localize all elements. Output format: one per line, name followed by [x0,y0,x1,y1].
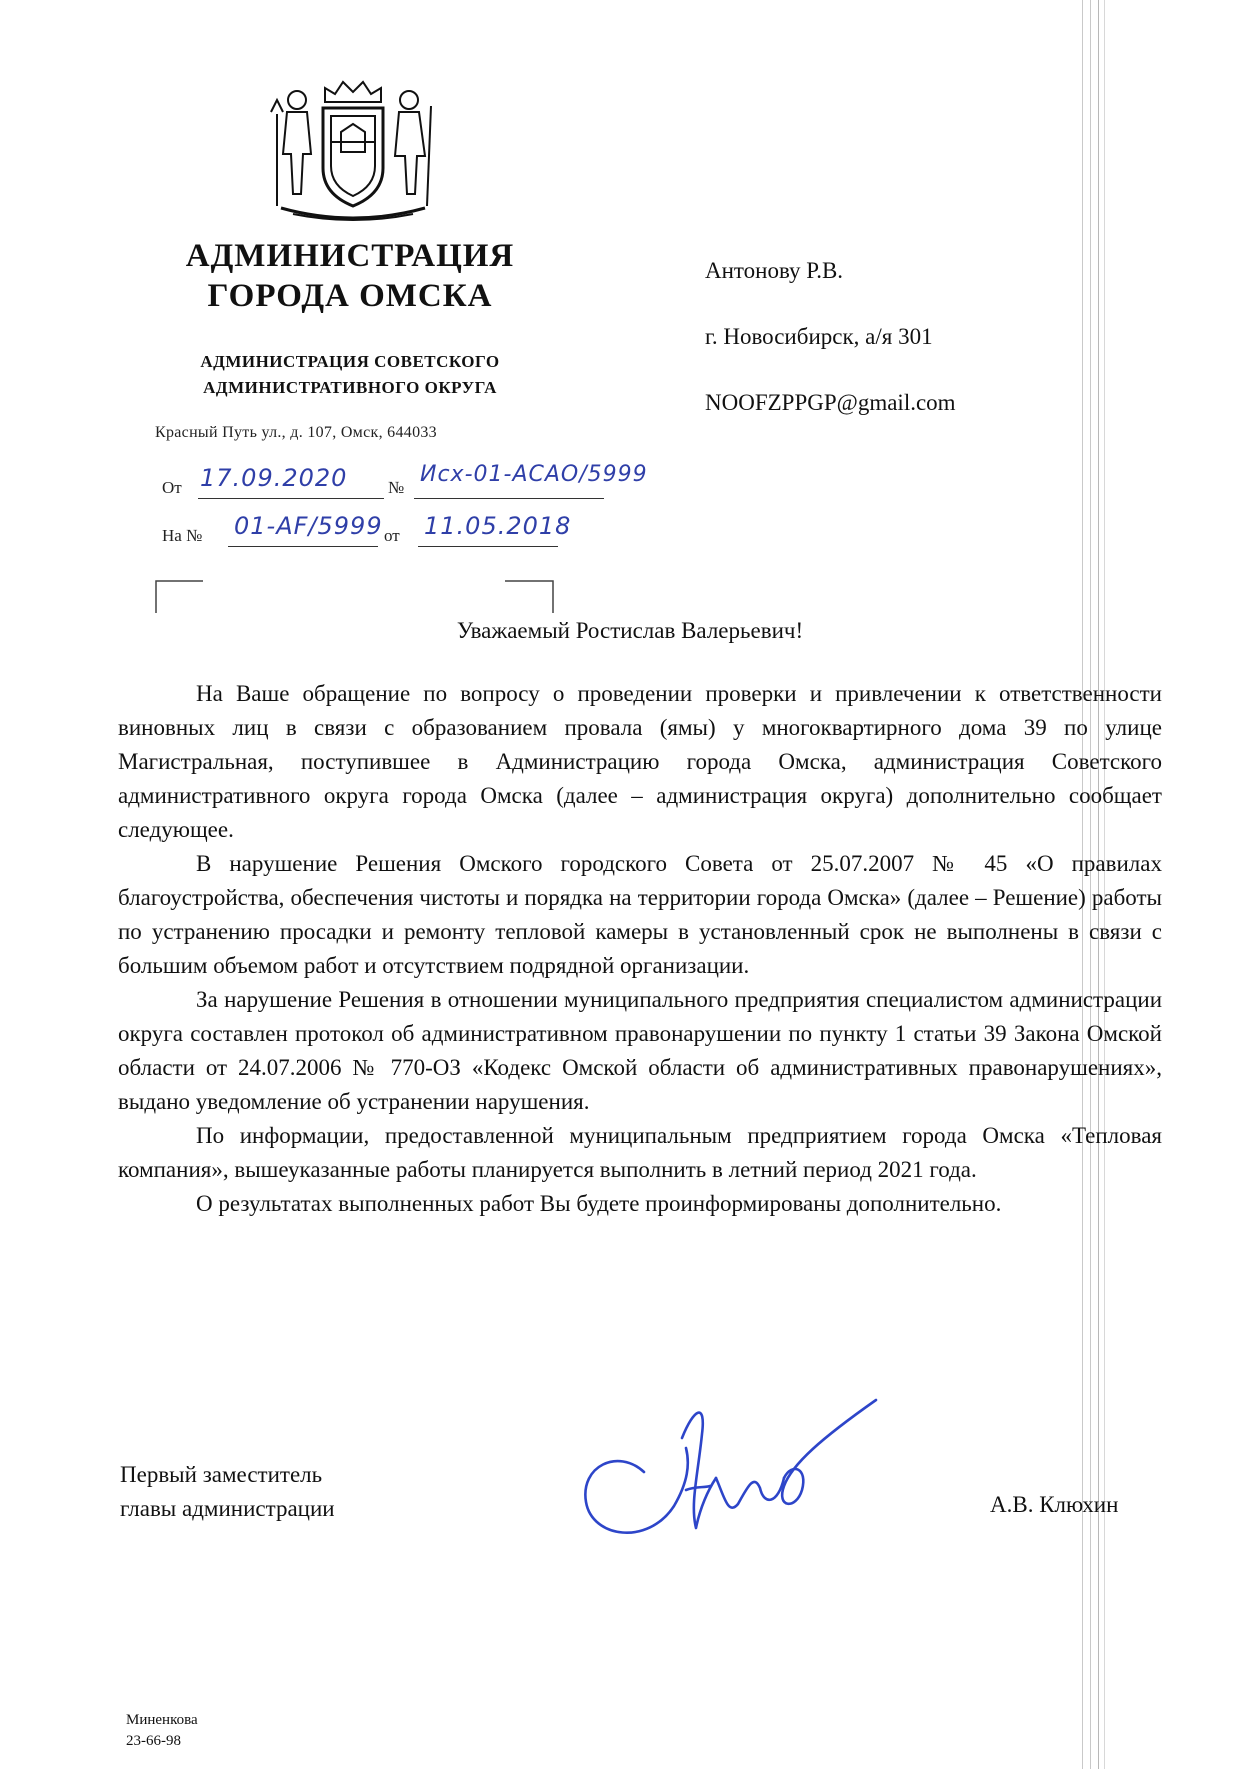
paragraph: О результатах выполненных работ Вы будете проинформированы дополнительно. [196,1191,1002,1216]
outgoing-number-underline [414,498,604,499]
paragraph: В нарушение Решения Омского городского Совета от 25.07.2007 № 45 «О правилах благоустройства, обеспечения чистоты и порядка на территории города Омска» (далее – Решение) работы по устранению просадки и ремонту тепловой камеры в установленный срок не выполнены в связи с большим объемом работ и отсутствием подрядной организации. [118,851,1162,978]
from-date: 17.09.2020 [200,464,348,492]
from-date-underline [198,498,384,499]
coat-of-arms-emblem [263,72,443,222]
org-address: Красный Путь ул., д. 107, Омск, 644033 [155,424,437,441]
executor-name: Миненкова [126,1712,198,1728]
paragraph: По информации, предоставленной муниципальным предприятием города Омска «Тепловая компания», вышеуказанные работы планируется выполнить в летний период 2021 года. [118,1123,1162,1182]
signer-title-line1: Первый заместитель [120,1462,323,1487]
ref-number-underline [228,546,378,547]
executor-phone: 23-66-98 [126,1733,181,1749]
ref-label: На № [162,526,203,545]
paragraph: На Ваше обращение по вопросу о проведении проверки и привлечении к ответственности виновных лиц в связи с образованием провала (ямы) у многоквартирного дома 39 по улице Магистральная, поступившее в Администрацию города Омска, администрация Советского административного округа города Омска (далее – администрация округа) дополнительно сообщает следующее. [118,681,1162,842]
recipient-address: г. Новосибирск, а/я 301 [705,324,933,349]
handwritten-signature [578,1378,878,1558]
from-label: От [162,478,182,497]
signer-title [120,1458,335,1526]
org-title-line1: АДМИНИСТРАЦИЯ [185,238,515,274]
number-label: № [388,478,405,497]
ref-date: 11.05.2018 [424,512,572,540]
recipient-email[interactable]: NOOFZPPGP@gmail.com [705,390,956,415]
sub-org-line2: АДМИНИСТРАТИВНОГО ОКРУГА [203,378,497,397]
ref-number: 01-AF/5999 [234,512,383,540]
letter-body [118,677,1162,1221]
subject-brackets [155,580,555,614]
recipient-name: Антонову Р.В. [705,258,844,283]
sub-org-line1: АДМИНИСТРАЦИЯ СОВЕТСКОГО [200,352,500,371]
ref-date-underline [418,546,558,547]
executor-info [126,1710,198,1752]
org-title-line2: ГОРОДА ОМСКА [207,278,493,314]
signer-name: А.В. Клюхин [990,1492,1119,1517]
ref-date-label: от [384,526,400,545]
signer-title-line2: главы администрации [120,1496,335,1521]
paragraph: За нарушение Решения в отношении муниципального предприятия специалистом администрации округа составлен протокол об административном правонарушении по пункту 1 статьи 39 Закона Омской области от 24.07.2006 № 770-ОЗ «Кодекс Омской области об административных правонарушениях», выдано уведомление об устранении нарушения. [118,987,1162,1114]
outgoing-number: Исх-01-ACAO/5999 [420,462,648,487]
greeting: Уважаемый Ростислав Валерьевич! [456,618,804,643]
